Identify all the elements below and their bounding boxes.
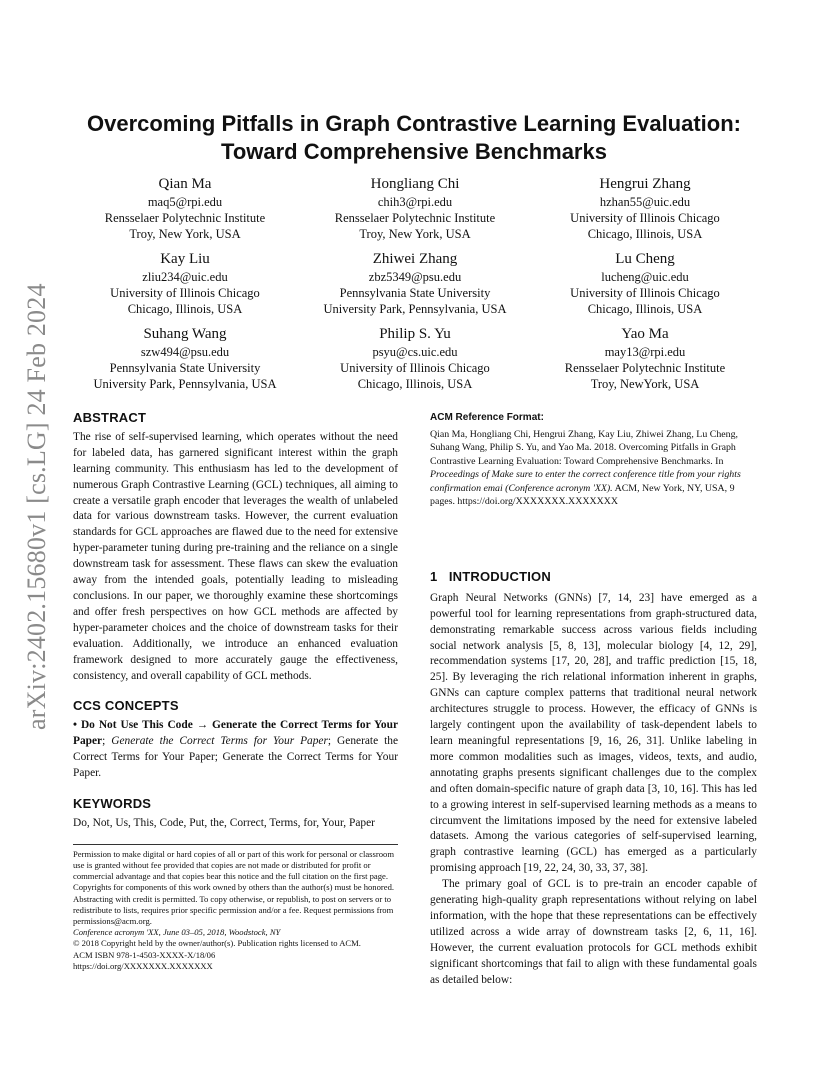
- intro-paragraph-2: The primary goal of GCL is to pre-train an encoder capable of generating high-quality graph representations without relying on label information, with the hope that these representations can be effectively utilized across a wide array of downstream tasks [2, 6, 11, 16]. However, the current evaluation protocols for GCL methods exhibit significant shortcomings that fail to align with these fundamental goals as detailed below:: [430, 878, 757, 986]
- ccs-body: [73, 718, 398, 782]
- author-email: zliu234@uic.edu: [142, 270, 228, 284]
- author-block: [70, 175, 760, 392]
- intro-paragraph-1: Graph Neural Networks (GNNs) [7, 14, 23] have emerged as a powerful tool for learning representations from graph-structured data, demonstrating remarkable success across various fields including social network analysis [5, 8, 13], molecular biology [4, 12, 29], recommendation systems [17, 20, 28], and traffic prediction [15, 18, 25]. By leveraging the rich relational information inherent in graphs, GNNs can capture complex patterns that traditional neural network architectures struggle to process. However, the efficacy of GNNs is largely contingent upon the availability of task-dependent labels to learn meaningful representations [9, 16, 26, 31]. Unlike labeling in more common modalities such as images, videos, texts, and audio, annotating graphs presents significant challenges due to the complex and often domain-specific nature of graph data [3, 10, 16]. This has led to a growing interest in self-supervised learning methods as a means to circumvent the limitations imposed by the need for extensive labeled datasets. Among the various categories of self-supervised learning, graph contrastive learning (GCL) has emerged as a particularly promising approach [19, 22, 24, 30, 33, 37, 38].: [430, 591, 757, 875]
- right-column: [430, 410, 757, 988]
- author-location: Chicago, Illinois, USA: [587, 227, 703, 241]
- introduction-heading: 1 INTRODUCTION: [430, 568, 551, 584]
- conference-text: Conference acronym 'XX, June 03–05, 2018, Woodstock, NY: [73, 927, 281, 938]
- acm-ref-part2: ACM, New York, NY, USA, 9 pages. https://doi.org/XXXXXXX.XXXXXXX: [430, 482, 735, 508]
- arxiv-identifier: arXiv:2402.15680v1 [cs.LG] 24 Feb 2024: [22, 283, 51, 730]
- keywords-section: [73, 796, 398, 832]
- left-column: [73, 410, 398, 972]
- author-entry: [530, 175, 760, 242]
- ccs-concept-rest: ; Generate the Correct Terms for Your Paper; Generate the Correct Terms for Your Paper.: [73, 735, 399, 780]
- acm-ref-italic: Proceedings of Make sure to enter the correct conference title from your rights confirmation emai (Conference acronym 'XX).: [430, 469, 741, 494]
- title-line-1: Overcoming Pitfalls in Graph Contrastive Learning Evaluation:: [86, 111, 742, 136]
- author-affiliation: Rensselaer Polytechnic Institute: [334, 211, 496, 225]
- author-name: Hongliang Chi: [370, 176, 460, 192]
- acm-reference-heading: ACM Reference Format:: [430, 412, 544, 423]
- author-email: szw494@psu.edu: [140, 345, 230, 359]
- permission-text: Permission to make digital or hard copies of all or part of this work for personal or classroom use is granted without fee provided that copies are not made or distributed for profit or commercial advantage and that copies bear this notice and the full citation on the first page. Copyrights for components of this work owned by others than the author(s) must be honored. Abstracting with credit is permitted. To copy otherwise, or republish, to post on servers or to redistribute to lists, requires prior specific permission and/or a fee. Request permissions from permissions@acm.org.: [73, 848, 395, 926]
- permission-notice: [73, 849, 398, 972]
- author-affiliation: Rensselaer Polytechnic Institute: [104, 211, 266, 225]
- isbn-line: ACM ISBN 978-1-4503-XXXX-X/18/06: [73, 949, 216, 960]
- author-entry: [70, 175, 300, 242]
- author-affiliation: University of Illinois Chicago: [570, 286, 720, 300]
- ccs-heading: CCS CONCEPTS: [73, 698, 179, 714]
- author-location: University Park, Pennsylvania, USA: [323, 302, 507, 316]
- author-affiliation: Pennsylvania State University: [339, 286, 491, 300]
- author-location: Chicago, Illinois, USA: [127, 302, 243, 316]
- author-name: Zhiwei Zhang: [372, 251, 458, 267]
- ccs-separator: ;: [102, 735, 112, 748]
- author-email: chih3@rpi.edu: [377, 195, 453, 209]
- author-email: lucheng@uic.edu: [601, 270, 689, 284]
- ccs-section: [73, 698, 398, 782]
- introduction-section: [430, 569, 757, 989]
- author-entry: [70, 325, 300, 392]
- keywords-body: Do, Not, Us, This, Code, Put, the, Correct, Terms, for, Your, Paper: [73, 816, 375, 829]
- abstract-heading: ABSTRACT: [73, 410, 147, 425]
- author-email: zbz5349@psu.edu: [368, 270, 462, 284]
- copyright-line: © 2018 Copyright held by the owner/author(s). Publication rights licensed to ACM.: [73, 938, 361, 949]
- author-name: Suhang Wang: [143, 326, 227, 342]
- author-location: Troy, NewYork, USA: [590, 377, 700, 391]
- author-location: Chicago, Illinois, USA: [587, 302, 703, 316]
- author-email: hzhan55@uic.edu: [599, 195, 691, 209]
- author-entry: [530, 250, 760, 317]
- author-name: Yao Ma: [621, 326, 669, 342]
- author-location: Troy, New York, USA: [359, 227, 471, 241]
- author-location: Troy, New York, USA: [129, 227, 241, 241]
- acm-ref-part1: Qian Ma, Hongliang Chi, Hengrui Zhang, Kay Liu, Zhiwei Zhang, Lu Cheng, Suhang Wang, Philip S. Yu, and Yao Ma. 2018. Overcoming Pitfalls in Graph Contrastive Learning Evaluation: Toward Comprehensive Benchmarks. In: [430, 428, 738, 467]
- author-name: Philip S. Yu: [379, 326, 451, 342]
- author-name: Lu Cheng: [615, 251, 675, 267]
- author-email: psyu@cs.uic.edu: [372, 345, 458, 359]
- author-email: may13@rpi.edu: [604, 345, 686, 359]
- author-affiliation: University of Illinois Chicago: [570, 211, 720, 225]
- title-line-2: Toward Comprehensive Benchmarks: [221, 139, 607, 164]
- author-name: Qian Ma: [158, 176, 212, 192]
- author-name: Kay Liu: [160, 251, 210, 267]
- abstract-body: The rise of self-supervised learning, which operates without the need for labeled data, has garnered significant interest within the graph learning community. This enthusiasm has led to the development of numerous Graph Contrastive Learning (GCL) techniques, all aiming to create a versatile graph encoder that leverages the wealth of unlabeled data for various downstream tasks. However, the current evaluation standards for GCL approaches are flawed due to the need for extensive hyper-parameter tuning during pre-training and the reliance on a single downstream task for assessment. These flaws can skew the evaluation away from the intended goals, potentially leading to misleading conclusions. In our paper, we thoroughly examine these shortcomings and offer fresh perspectives on how GCL methods are affected by hyper-parameter choices and the choice of downstream tasks for their evaluation. Additionally, we introduce an enhanced evaluation framework designed to more accurately gauge the effectiveness, consistency, and overall capability of GCL methods.: [73, 430, 398, 682]
- paper-title: [60, 110, 768, 166]
- author-affiliation: University of Illinois Chicago: [110, 286, 260, 300]
- keywords-heading: KEYWORDS: [73, 795, 152, 811]
- author-entry: [300, 175, 530, 242]
- footnote-divider: [73, 844, 398, 845]
- author-email: maq5@rpi.edu: [147, 195, 223, 209]
- author-location: Chicago, Illinois, USA: [357, 377, 473, 391]
- author-affiliation: Pennsylvania State University: [109, 361, 261, 375]
- author-entry: [300, 325, 530, 392]
- conference-line: [73, 927, 398, 938]
- author-name: Hengrui Zhang: [599, 176, 691, 192]
- doi-line: https://doi.org/XXXXXXX.XXXXXXX: [73, 960, 213, 971]
- author-entry: [70, 250, 300, 317]
- author-affiliation: University of Illinois Chicago: [340, 361, 490, 375]
- ccs-concept-italic: Generate the Correct Terms for Your Paper: [111, 735, 328, 748]
- author-affiliation: Rensselaer Polytechnic Institute: [564, 361, 726, 375]
- acm-reference-body: [430, 428, 757, 509]
- author-location: University Park, Pennsylvania, USA: [93, 377, 277, 391]
- author-entry: [530, 325, 760, 392]
- ccs-concept-bold: • Do Not Use This Code → Generate the Correct Terms for Your Paper: [73, 719, 398, 748]
- author-entry: [300, 250, 530, 317]
